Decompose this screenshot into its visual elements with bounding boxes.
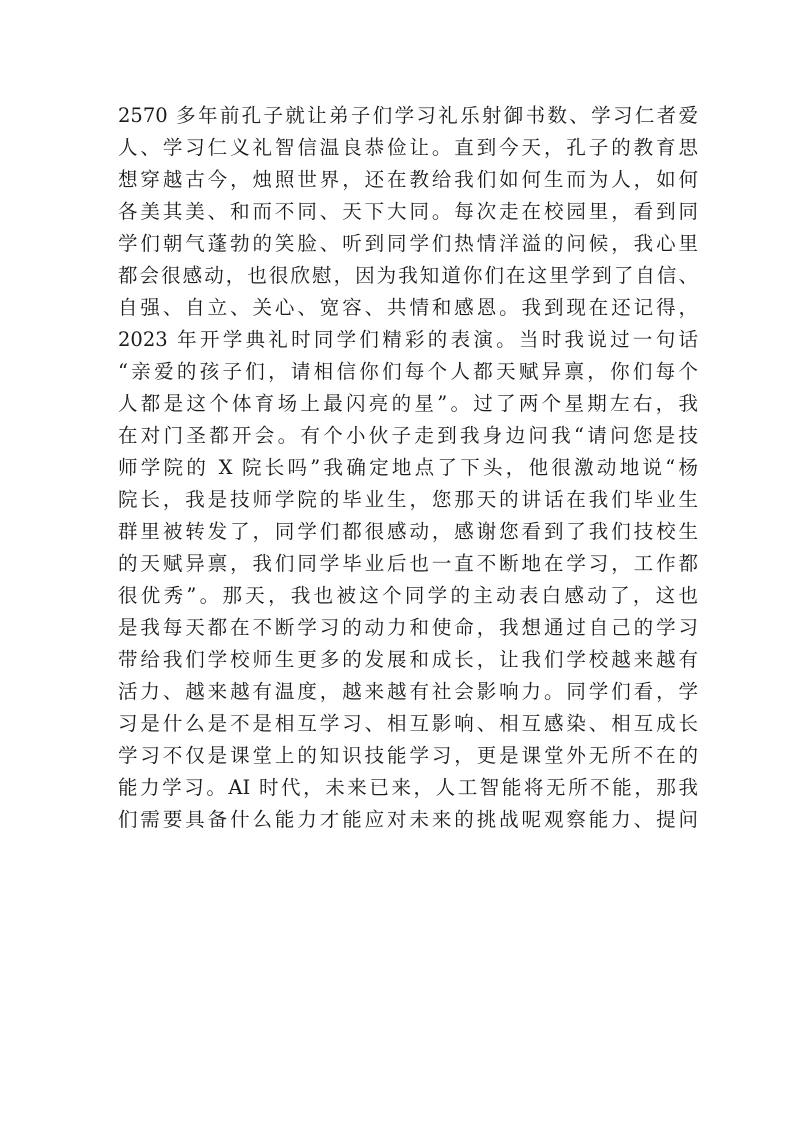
text-line: 习是什么是不是相互学习、相互影响、相互感染、相互成长 (118, 712, 698, 735)
text-line: 带给我们学校师生更多的发展和成长，让我们学校越来越有 (118, 648, 698, 671)
text-line: 师学院的 X 院长吗”我确定地点了下头，他很激动地说“杨 (118, 456, 698, 479)
text-line: 活力、越来越有温度，越来越有社会影响力。同学们看，学 (118, 680, 698, 703)
text-line: 都会很感动，也很欣慰，因为我知道你们在这里学到了自信、 (118, 264, 698, 287)
text-line: 自强、自立、关心、宽容、共情和感恩。我到现在还记得， (118, 296, 698, 319)
text-line: 2570 多年前孔子就让弟子们学习礼乐射御书数、学习仁者爱 (118, 104, 698, 127)
text-line: 2023 年开学典礼时同学们精彩的表演。当时我说过一句话 (118, 328, 698, 351)
document-body (118, 100, 698, 836)
text-line: 们需要具备什么能力才能应对未来的挑战呢观察能力、提问 (118, 808, 698, 831)
text-line: 各美其美、和而不同、天下大同。每次走在校园里，看到同 (118, 200, 698, 223)
text-line: 的天赋异禀，我们同学毕业后也一直不断地在学习，工作都 (118, 552, 698, 575)
text-line: 学们朝气蓬勃的笑脸、听到同学们热情洋溢的问候，我心里 (118, 232, 698, 255)
text-line: 人、学习仁义礼智信温良恭俭让。直到今天，孔子的教育思 (118, 136, 698, 159)
text-line: 院长，我是技师学院的毕业生，您那天的讲话在我们毕业生 (118, 488, 698, 511)
text-line: 是我每天都在不断学习的动力和使命，我想通过自己的学习 (118, 616, 698, 639)
text-line: 学习不仅是课堂上的知识技能学习，更是课堂外无所不在的 (118, 744, 698, 767)
text-line: “亲爱的孩子们，请相信你们每个人都天赋异禀，你们每个 (118, 360, 698, 383)
text-line: 人都是这个体育场上最闪亮的星”。过了两个星期左右，我 (118, 392, 698, 415)
text-line: 在对门圣都开会。有个小伙子走到我身边问我“请问您是技 (118, 424, 698, 447)
text-line: 想穿越古今，烛照世界，还在教给我们如何生而为人，如何 (118, 168, 698, 191)
text-line: 很优秀”。那天，我也被这个同学的主动表白感动了，这也 (118, 584, 698, 607)
text-line: 能力学习。AI 时代，未来已来，人工智能将无所不能，那我 (118, 776, 698, 799)
text-line: 群里被转发了，同学们都很感动，感谢您看到了我们技校生 (118, 520, 698, 543)
